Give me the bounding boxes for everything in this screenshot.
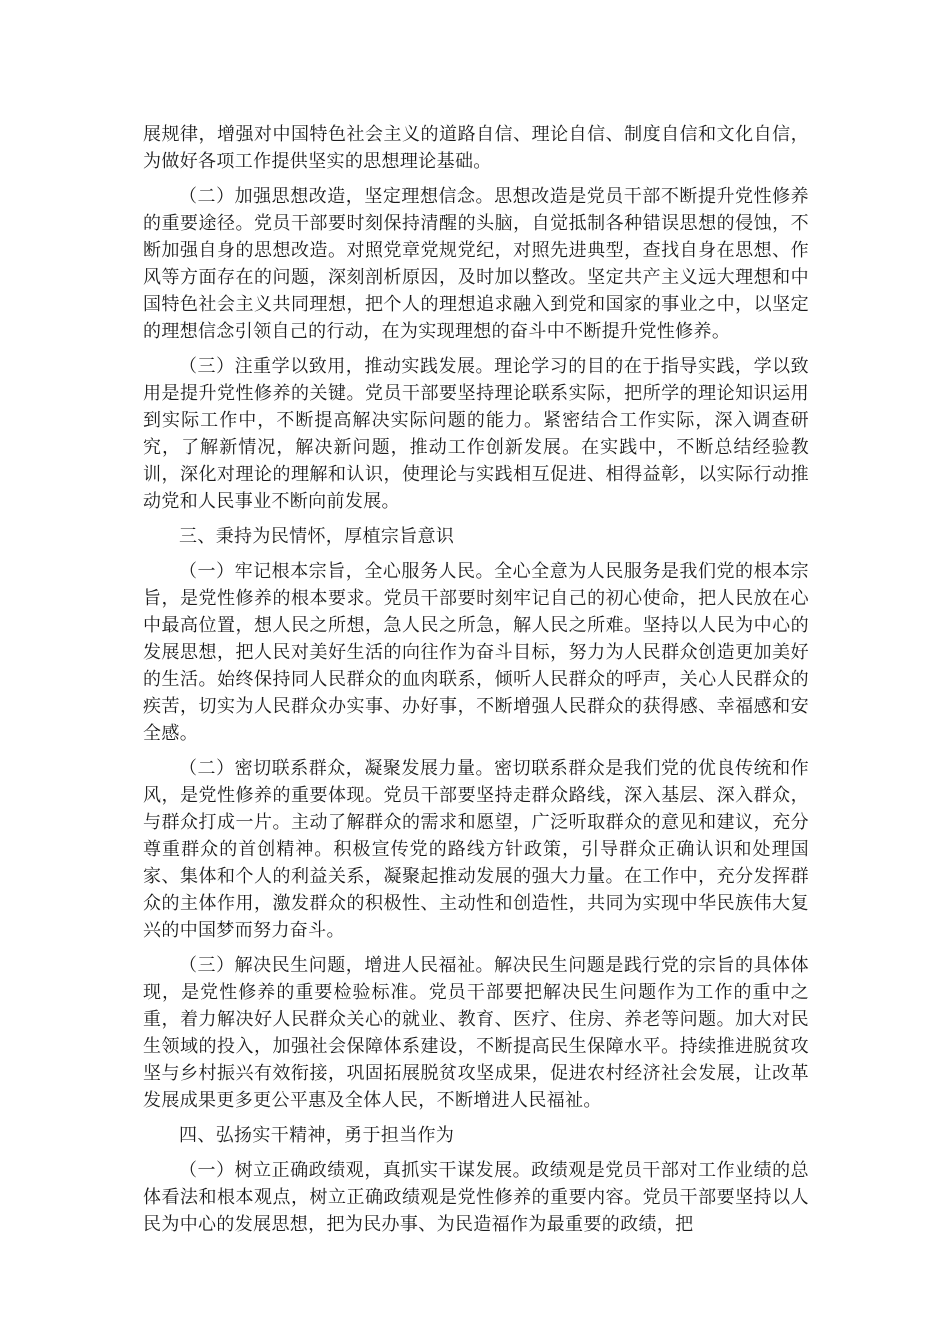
paragraph-livelihood: （三）解决民生问题，增进人民福祉。解决民生问题是践行党的宗旨的具体体现，是党性修养的重要检验标准。党员干部要把解决民生问题作为工作的重中之重，着力解决好人民群众关心的就业、教育、医疗、住房、养老等问题。加大对民生领域的投入，加强社会保障体系建设，不断提高民生保障水平。持续推进脱贫攻坚与乡村振兴有效衔接，巩固拓展脱贫攻坚成果，促进农村经济社会发展，让改革发展成果更多更公平惠及全体人民，不断增进人民福祉。 xyxy=(143,955,809,1111)
paragraph-thought-reform: （二）加强思想改造，坚定理想信念。思想改造是党员干部不断提升党性修养的重要途径。党员干部要时刻保持清醒的头脑，自觉抵制各种错误思想的侵蚀，不断加强自身的思想改造。对照党章党规党纪，对照先进典型，查找自身在思想、作风等方面存在的问题，深刻剖析原因，及时加以整改。坚定共产主义远大理想和中国特色社会主义共同理想，把个人的理想追求融入到党和国家的事业之中，以坚定的理想信念引领自己的行动，在为实现理想的奋斗中不断提升党性修养。 xyxy=(143,186,809,342)
paragraph-serve-people: （一）牢记根本宗旨，全心服务人民。全心全意为人民服务是我们党的根本宗旨，是党性修养的根本要求。党员干部要时刻牢记自己的初心使命，把人民放在心中最高位置，想人民之所想，急人民之所急，解人民之所难。坚持以人民为中心的发展思想，把人民对美好生活的向往作为奋斗目标，努力为人民群众创造更加美好的生活。始终保持同人民群众的血肉联系，倾听人民群众的呼声，关心人民群众的疾苦，切实为人民群众办实事、办好事，不断增强人民群众的获得感、幸福感和安全感。 xyxy=(143,561,809,744)
section-heading-four: 四、弘扬实干精神，勇于担当作为 xyxy=(179,1125,455,1146)
paragraph-continuation: 展规律，增强对中国特色社会主义的道路自信、理论自信、制度自信和文化自信，为做好各项工作提供坚实的思想理论基础。 xyxy=(143,124,809,172)
paragraph-performance-view: （一）树立正确政绩观，真抓实干谋发展。政绩观是党员干部对工作业绩的总体看法和根本观点，树立正确政绩观是党性修养的重要内容。党员干部要坚持以人民为中心的发展思想，把为民办事、为民造福作为最重要的政绩，把 xyxy=(143,1160,809,1235)
document-body xyxy=(143,121,809,1246)
section-heading-three: 三、秉持为民情怀，厚植宗旨意识 xyxy=(179,526,455,547)
paragraph-contact-masses: （二）密切联系群众，凝聚发展力量。密切联系群众是我们党的优良传统和作风，是党性修养的重要体现。党员干部要坚持走群众路线，深入基层、深入群众，与群众打成一片。主动了解群众的需求和愿望，广泛听取群众的意见和建议，充分尊重群众的首创精神。积极宣传党的路线方针政策，引导群众正确认识和处理国家、集体和个人的利益关系，凝聚起推动发展的强大力量。在工作中，充分发挥群众的主体作用，激发群众的积极性、主动性和创造性，共同为实现中华民族伟大复兴的中国梦而努力奋斗。 xyxy=(143,758,809,941)
paragraph-apply-learning: （三）注重学以致用，推动实践发展。理论学习的目的在于指导实践，学以致用是提升党性修养的关键。党员干部要坚持理论联系实际，把所学的理论知识运用到实际工作中，不断提高解决实际问题的能力。紧密结合工作实际，深入调查研究，了解新情况，解决新问题，推动工作创新发展。在实践中，不断总结经验教训，深化对理论的理解和认识，使理论与实践相互促进、相得益彰，以实际行动推动党和人民事业不断向前发展。 xyxy=(143,356,809,512)
